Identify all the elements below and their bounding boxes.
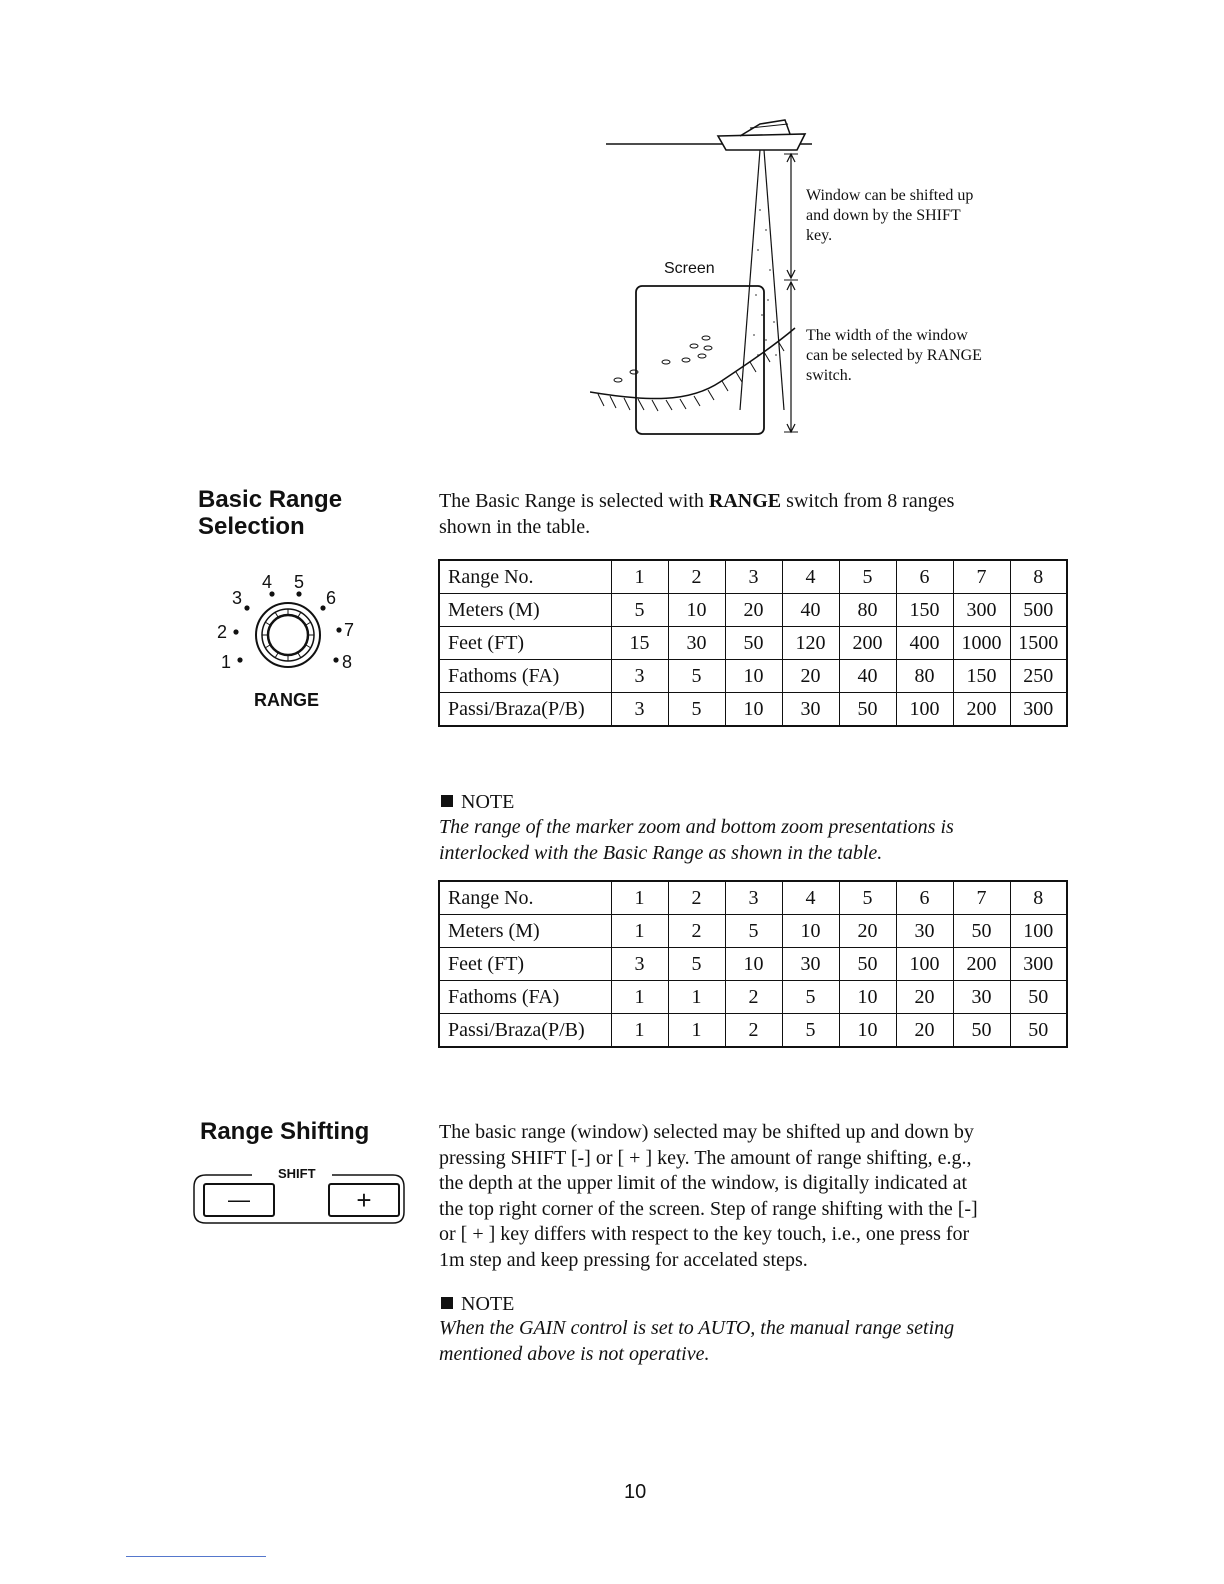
table-row: [439, 660, 1067, 693]
table-cell: 200: [953, 693, 1010, 727]
row-label: Passi/Braza(P/B): [439, 693, 611, 727]
table-cell: 5: [725, 915, 782, 948]
note-1-text: [439, 815, 1079, 866]
page-number: 10: [624, 1481, 647, 1503]
table-cell: 8: [1010, 881, 1067, 915]
table-cell: 300: [953, 594, 1010, 627]
table-cell: 4: [782, 560, 839, 594]
paragraph-line: or [ + ] key differs with respect to the key touch, i.e., one press for: [439, 1223, 970, 1245]
table-cell: 30: [782, 948, 839, 981]
note-label-text: NOTE: [461, 1293, 515, 1315]
table-cell: 2: [725, 981, 782, 1014]
table-cell: 2: [725, 1014, 782, 1048]
range-shifting-heading: Range Shifting: [200, 1118, 370, 1145]
table-row: [439, 693, 1067, 727]
table-cell: 10: [725, 693, 782, 727]
heading-line: Basic Range: [198, 486, 343, 513]
range-dial[interactable]: [214, 568, 360, 718]
table-cell: 400: [896, 627, 953, 660]
shift-minus-key[interactable]: [203, 1183, 275, 1217]
table-cell: 6: [896, 881, 953, 915]
table-cell: 200: [839, 627, 896, 660]
shift-window-note: [806, 186, 1066, 246]
note-line: When the GAIN control is set to AUTO, the manual range seting: [439, 1317, 955, 1339]
table-cell: 250: [1010, 660, 1067, 693]
table-cell: 1500: [1010, 627, 1067, 660]
table-cell: 100: [1010, 915, 1067, 948]
table-cell: 30: [668, 627, 725, 660]
table-row: [439, 981, 1067, 1014]
shift-key-panel: [192, 1166, 407, 1226]
shift-note-line: and down by the SHIFT: [806, 207, 961, 224]
table-cell: 5: [668, 948, 725, 981]
range-dial-label: RANGE: [254, 690, 320, 710]
width-note-line: switch.: [806, 367, 852, 384]
table-cell: 80: [839, 594, 896, 627]
paragraph-line: the top right corner of the screen. Step of range shifting with the [-]: [439, 1197, 978, 1220]
row-label: Feet (FT): [439, 948, 611, 981]
dial-number-5: 5: [294, 572, 305, 592]
row-label: Range No.: [439, 560, 611, 594]
dial-number-8: 8: [342, 652, 353, 672]
intro-text: The Basic Range is selected with: [439, 490, 709, 512]
table-cell: 5: [668, 693, 725, 727]
table-cell: 3: [611, 660, 668, 693]
width-note-line: can be selected by RANGE: [806, 347, 982, 364]
row-label: Range No.: [439, 881, 611, 915]
range-keyword: RANGE: [708, 490, 782, 512]
table-cell: 1: [611, 560, 668, 594]
intro-line: [439, 489, 1079, 515]
table-cell: 150: [953, 660, 1010, 693]
table-cell: 20: [782, 660, 839, 693]
table-cell: 3: [611, 948, 668, 981]
table-row: [439, 594, 1067, 627]
table-cell: 1: [611, 881, 668, 915]
dial-number-7: 7: [344, 620, 355, 640]
shift-note-line: Window can be shifted up: [806, 187, 974, 204]
row-label: Meters (M): [439, 915, 611, 948]
table-cell: 50: [953, 915, 1010, 948]
basic-range-heading: [198, 486, 398, 540]
table-cell: 150: [896, 594, 953, 627]
window-width-note: [806, 326, 1066, 386]
table-cell: 10: [725, 660, 782, 693]
table-cell: 1: [668, 1014, 725, 1048]
table-cell: 50: [953, 1014, 1010, 1048]
table-cell: 50: [1010, 981, 1067, 1014]
table-row: [439, 948, 1067, 981]
table-cell: 30: [953, 981, 1010, 1014]
table-cell: 15: [611, 627, 668, 660]
table-cell: 10: [725, 948, 782, 981]
dial-number-6: 6: [326, 588, 337, 608]
table-cell: 200: [953, 948, 1010, 981]
intro-line: shown in the table.: [439, 515, 591, 538]
intro-text: switch from 8 ranges: [781, 490, 955, 512]
table-cell: 6: [896, 560, 953, 594]
table-cell: 50: [1010, 1014, 1067, 1048]
note-1-label: [441, 790, 514, 814]
table-cell: 1000: [953, 627, 1010, 660]
table-row: [439, 627, 1067, 660]
shift-note-line: key.: [806, 227, 833, 244]
table-cell: 5: [782, 981, 839, 1014]
note-line: The range of the marker zoom and bottom zoom presentations is: [439, 816, 954, 838]
table-cell: 1: [611, 1014, 668, 1048]
range-shifting-paragraph: [439, 1120, 1079, 1273]
paragraph-line: 1m step and keep pressing for accelated steps.: [439, 1248, 808, 1271]
range-knob-icon: [214, 568, 360, 688]
zoom-range-table: [438, 880, 1068, 1048]
paragraph-line: The basic range (window) selected may be shifted up and down by: [439, 1121, 974, 1143]
table-cell: 20: [896, 1014, 953, 1048]
table-cell: 7: [953, 881, 1010, 915]
table-cell: 5: [782, 1014, 839, 1048]
row-label: Passi/Braza(P/B): [439, 1014, 611, 1048]
table-header-row: [439, 560, 1067, 594]
table-cell: 50: [725, 627, 782, 660]
table-cell: 10: [839, 1014, 896, 1048]
table-cell: 20: [725, 594, 782, 627]
table-cell: 8: [1010, 560, 1067, 594]
table-cell: 100: [896, 948, 953, 981]
table-cell: 2: [668, 881, 725, 915]
table-cell: 3: [725, 560, 782, 594]
table-row: [439, 1014, 1067, 1048]
plus-key-glyph: +: [356, 1185, 372, 1215]
bullet-square-icon: [441, 1297, 453, 1309]
note-2-text: [439, 1316, 1079, 1367]
bullet-square-icon: [441, 795, 453, 807]
table-cell: 5: [668, 660, 725, 693]
table-row: [439, 915, 1067, 948]
table-header-row: [439, 881, 1067, 915]
table-cell: 80: [896, 660, 953, 693]
note-label-text: NOTE: [461, 791, 515, 813]
table-cell: 2: [668, 560, 725, 594]
table-cell: 100: [896, 693, 953, 727]
table-cell: 50: [839, 948, 896, 981]
paragraph-line: the depth at the upper limit of the window, is digitally indicated at: [439, 1172, 968, 1194]
row-label: Feet (FT): [439, 627, 611, 660]
table-cell: 300: [1010, 693, 1067, 727]
row-label: Meters (M): [439, 594, 611, 627]
table-cell: 50: [839, 693, 896, 727]
table-cell: 10: [668, 594, 725, 627]
shift-label: SHIFT: [278, 1166, 316, 1181]
row-label: Fathoms (FA): [439, 981, 611, 1014]
minus-key-glyph: —: [228, 1187, 250, 1212]
basic-range-intro: [439, 489, 1079, 540]
width-note-line: The width of the window: [806, 327, 968, 344]
table-cell: 10: [839, 981, 896, 1014]
table-cell: 2: [668, 915, 725, 948]
note-2-label: [441, 1292, 514, 1316]
table-cell: 3: [611, 693, 668, 727]
row-label: Fathoms (FA): [439, 660, 611, 693]
shift-plus-key[interactable]: [328, 1183, 400, 1217]
table-cell: 1: [668, 981, 725, 1014]
table-cell: 10: [782, 915, 839, 948]
table-cell: 120: [782, 627, 839, 660]
table-cell: 30: [782, 693, 839, 727]
table-cell: 5: [839, 881, 896, 915]
table-cell: 20: [896, 981, 953, 1014]
note-line: interlocked with the Basic Range as shown in the table.: [439, 841, 883, 864]
table-cell: 5: [839, 560, 896, 594]
table-cell: 300: [1010, 948, 1067, 981]
table-cell: 7: [953, 560, 1010, 594]
table-cell: 500: [1010, 594, 1067, 627]
table-cell: 3: [725, 881, 782, 915]
table-cell: 1: [611, 915, 668, 948]
table-cell: 30: [896, 915, 953, 948]
dial-number-4: 4: [262, 572, 273, 592]
note-line: mentioned above is not operative.: [439, 1342, 710, 1365]
screen-label: Screen: [664, 260, 715, 277]
dial-number-3: 3: [232, 588, 243, 608]
table-cell: 20: [839, 915, 896, 948]
heading-line: Selection: [198, 513, 305, 540]
table-cell: 5: [611, 594, 668, 627]
dial-number-1: 1: [221, 652, 232, 672]
table-cell: 40: [839, 660, 896, 693]
scan-edge-line: [126, 1556, 266, 1557]
echo-sounder-diagram: [590, 110, 830, 440]
table-cell: 1: [611, 981, 668, 1014]
basic-range-table: [438, 559, 1068, 727]
table-cell: 4: [782, 881, 839, 915]
table-cell: 40: [782, 594, 839, 627]
paragraph-line: pressing SHIFT [-] or [ + ] key. The amount of range shifting, e.g.,: [439, 1146, 972, 1169]
dial-number-2: 2: [217, 622, 228, 642]
